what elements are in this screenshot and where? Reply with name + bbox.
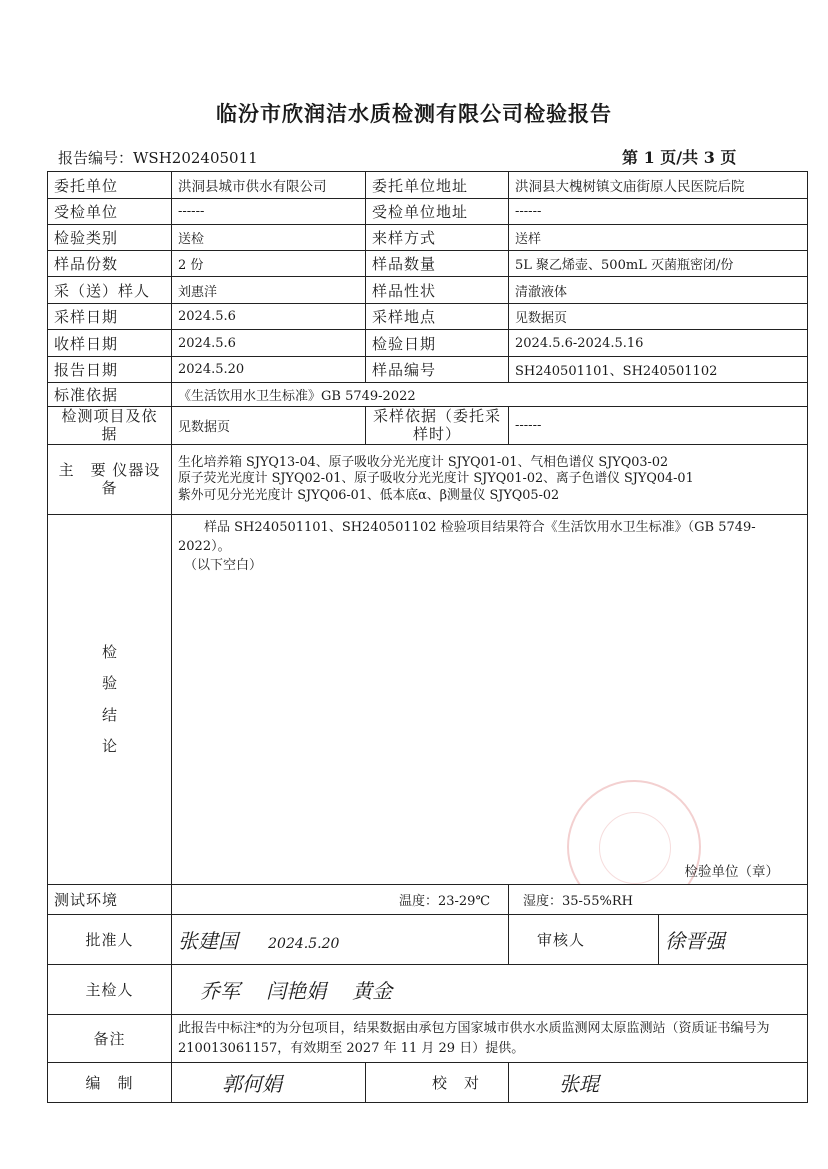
label-receive-date: 收样日期 [48, 330, 172, 357]
reviewer-signature: 徐晋强 [665, 929, 725, 953]
label-compiled: 编 制 [48, 1063, 172, 1103]
label-approver: 批准人 [48, 915, 172, 965]
compiler-signature: 郭何娟 [222, 1072, 282, 1096]
stamp-label: 检验单位（章） [684, 864, 779, 880]
value-conclusion [172, 515, 808, 885]
report-table [47, 171, 808, 1103]
row-client [48, 172, 808, 199]
label-sample-date: 采样日期 [48, 304, 172, 330]
value-inspected-address: ------ [509, 199, 808, 225]
label-remarks: 备注 [48, 1015, 172, 1063]
row-test-items [48, 407, 808, 445]
value-sample-date: 2024.5.6 [172, 304, 366, 330]
label-standard: 标准依据 [48, 383, 172, 407]
label-inspection-date: 检验日期 [366, 330, 509, 357]
label-sample-number: 样品编号 [366, 357, 509, 383]
inspector-signature-cell [172, 965, 808, 1015]
approver-signature: 张建国 [178, 929, 238, 953]
label-inspector: 主检人 [48, 965, 172, 1015]
value-test-items: 见数据页 [172, 407, 366, 445]
proofreader-signature: 张琨 [559, 1072, 599, 1096]
label-client: 委托单位 [48, 172, 172, 199]
row-report-date [48, 357, 808, 383]
value-humidity: 湿度：35-55%RH [509, 885, 808, 915]
row-equipment [48, 445, 808, 515]
label-sample-location: 采样地点 [366, 304, 509, 330]
label-proofreader: 校 对 [366, 1063, 509, 1103]
value-category: 送检 [172, 225, 366, 251]
conclusion-text: 样品 SH240501101、SH240501102 检验项目结果符合《生活饮用水卫生标准》（GB 5749-2022）。 [178, 520, 756, 554]
value-standard: 《生活饮用水卫生标准》GB 5749-2022 [172, 383, 808, 407]
row-inspector [48, 965, 808, 1015]
label-environment: 测试环境 [48, 885, 172, 915]
value-sample-location: 见数据页 [509, 304, 808, 330]
row-receive-date [48, 330, 808, 357]
row-conclusion [48, 515, 808, 885]
row-environment [48, 885, 808, 915]
value-sample-quantity: 5L 聚乙烯壶、500mL 灭菌瓶密闭/份 [509, 251, 808, 277]
label-sampler: 采（送）样人 [48, 277, 172, 304]
row-category [48, 225, 808, 251]
label-conclusion [48, 515, 172, 885]
value-inspected-unit: ------ [172, 199, 366, 225]
inspector-signature: 黄金 [352, 979, 393, 1003]
row-remarks [48, 1015, 808, 1063]
value-sample-method: 送样 [509, 225, 808, 251]
label-equipment: 主 要 仪器设备 [48, 445, 172, 515]
report-title: 临汾市欣润洁水质检测有限公司检验报告 [216, 102, 612, 126]
value-remarks: 此报告中标注*的为分包项目，结果数据由承包方国家城市供水水质监测网太原监测站（资质证书编号为 210013061157，有效期至 2027 年 11 月 29 日）提供。 [172, 1015, 808, 1063]
row-approver [48, 915, 808, 965]
label-reviewer: 审核人 [509, 915, 659, 965]
value-temperature: 温度：23-29℃ [172, 885, 509, 915]
label-inspected-unit: 受检单位 [48, 199, 172, 225]
report-number: 报告编号：WSH202405011 [58, 149, 258, 167]
row-sampler [48, 277, 808, 304]
value-equipment [172, 445, 808, 515]
official-seal [567, 780, 701, 885]
reviewer-signature-cell [659, 915, 808, 965]
proofreader-signature-cell [509, 1063, 808, 1103]
row-inspected [48, 199, 808, 225]
equipment-line: 紫外可见分光光度计 SJYQ06-01、低本底α、β测量仪 SJYQ05-02 [178, 487, 560, 503]
equipment-line: 原子荧光光度计 SJYQ02-01、原子吸收分光光度计 SJYQ01-02、离子色谱仪 SJYQ04-01 [178, 471, 694, 487]
row-sample-date [48, 304, 808, 330]
value-sample-copies: 2 份 [172, 251, 366, 277]
approver-date: 2024.5.20 [268, 936, 340, 952]
label-sample-quantity: 样品数量 [366, 251, 509, 277]
value-sampler: 刘惠洋 [172, 277, 366, 304]
value-client: 洪洞县城市供水有限公司 [172, 172, 366, 199]
label-sample-method: 来样方式 [366, 225, 509, 251]
value-sampling-basis: ------ [509, 407, 808, 445]
value-sample-number: SH240501101、SH240501102 [509, 357, 808, 383]
label-test-items: 检测项目及依据 [48, 407, 172, 445]
value-report-date: 2024.5.20 [172, 357, 366, 383]
conclusion-label-text: 检验结论 [102, 642, 118, 755]
label-client-address: 委托单位地址 [366, 172, 509, 199]
label-sampling-basis: 采样依据（委托采样时） [366, 407, 509, 445]
inspector-signature: 乔军 [200, 979, 240, 1003]
label-inspected-address: 受检单位地址 [366, 199, 509, 225]
label-category: 检验类别 [48, 225, 172, 251]
value-inspection-date: 2024.5.6-2024.5.16 [509, 330, 808, 357]
row-compiled [48, 1063, 808, 1103]
conclusion-blank: （以下空白） [184, 557, 263, 573]
row-copies [48, 251, 808, 277]
page-indicator: 第 1 页/共 3 页 [622, 148, 737, 167]
row-standard [48, 383, 808, 407]
label-report-date: 报告日期 [48, 357, 172, 383]
inspector-signature: 闫艳娟 [266, 979, 327, 1003]
value-receive-date: 2024.5.6 [172, 330, 366, 357]
value-sample-state: 清澈液体 [509, 277, 808, 304]
equipment-line: 生化培养箱 SJYQ13-04、原子吸收分光光度计 SJYQ01-01、气相色谱仪 SJYQ03-02 [178, 455, 669, 471]
approver-signature-cell [172, 915, 509, 965]
value-client-address: 洪洞县大槐树镇文庙街原人民医院后院 [509, 172, 808, 199]
compiler-signature-cell [172, 1063, 366, 1103]
label-sample-state: 样品性状 [366, 277, 509, 304]
label-sample-copies: 样品份数 [48, 251, 172, 277]
